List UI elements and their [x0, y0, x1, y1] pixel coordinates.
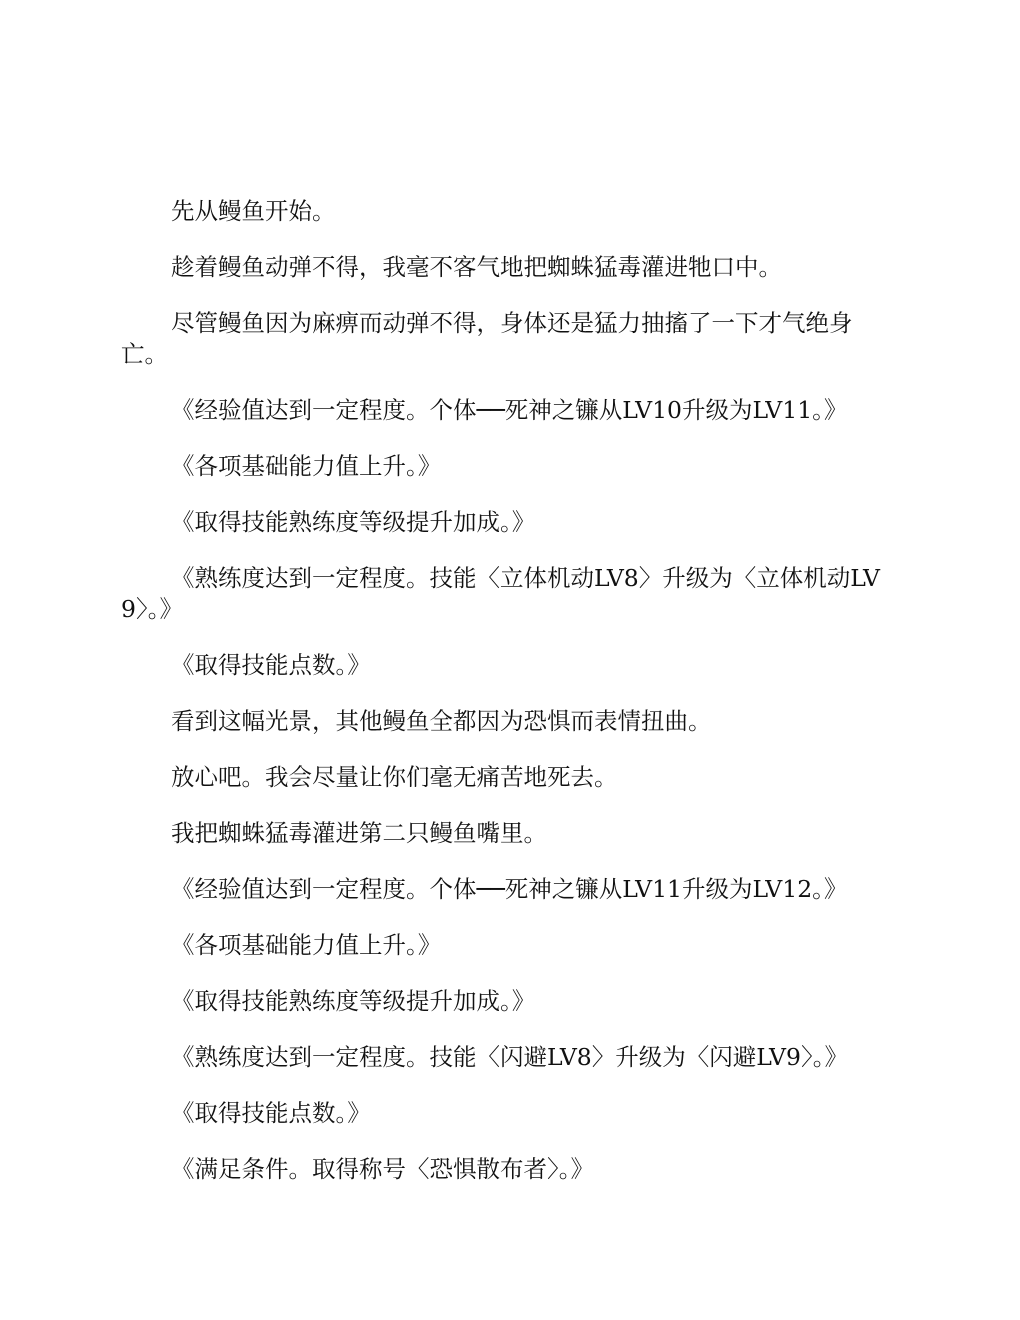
system-message: 《各项基础能力值上升。》	[171, 452, 442, 480]
system-message: 《取得技能点数。》	[171, 651, 371, 679]
paragraph: 趁着鳗鱼动弹不得，我毫不客气地把蜘蛛猛毒灌进牠口中。	[171, 253, 782, 281]
system-message: 《取得技能熟练度等级提升加成。》	[171, 508, 536, 536]
system-message: 《满足条件。取得称号〈恐惧散布者〉。》	[171, 1155, 594, 1183]
paragraph: 先从鳗鱼开始。	[171, 197, 336, 225]
document-body	[121, 196, 896, 1210]
system-message: 《取得技能点数。》	[171, 1099, 371, 1127]
paragraph: 放心吧。我会尽量让你们毫无痛苦地死去。	[171, 763, 618, 791]
paragraph: 尽管鳗鱼因为麻痹而动弹不得，身体还是猛力抽搐了一下才气绝身亡。	[121, 309, 853, 368]
system-message: 《各项基础能力值上升。》	[171, 931, 442, 959]
system-message: 《熟练度达到一定程度。技能〈闪避LV8〉升级为〈闪避LV9〉。》	[171, 1043, 848, 1071]
system-message: 《经验值达到一定程度。个体──死神之镰从LV11升级为LV12。》	[171, 875, 848, 903]
system-message: 《经验值达到一定程度。个体──死神之镰从LV10升级为LV11。》	[171, 396, 848, 424]
system-message: 《取得技能熟练度等级提升加成。》	[171, 987, 536, 1015]
system-message: 《熟练度达到一定程度。技能〈立体机动LV8〉升级为〈立体机动LV9〉。》	[121, 564, 881, 623]
paragraph: 我把蜘蛛猛毒灌进第二只鳗鱼嘴里。	[171, 819, 547, 847]
paragraph: 看到这幅光景，其他鳗鱼全都因为恐惧而表情扭曲。	[171, 707, 712, 735]
